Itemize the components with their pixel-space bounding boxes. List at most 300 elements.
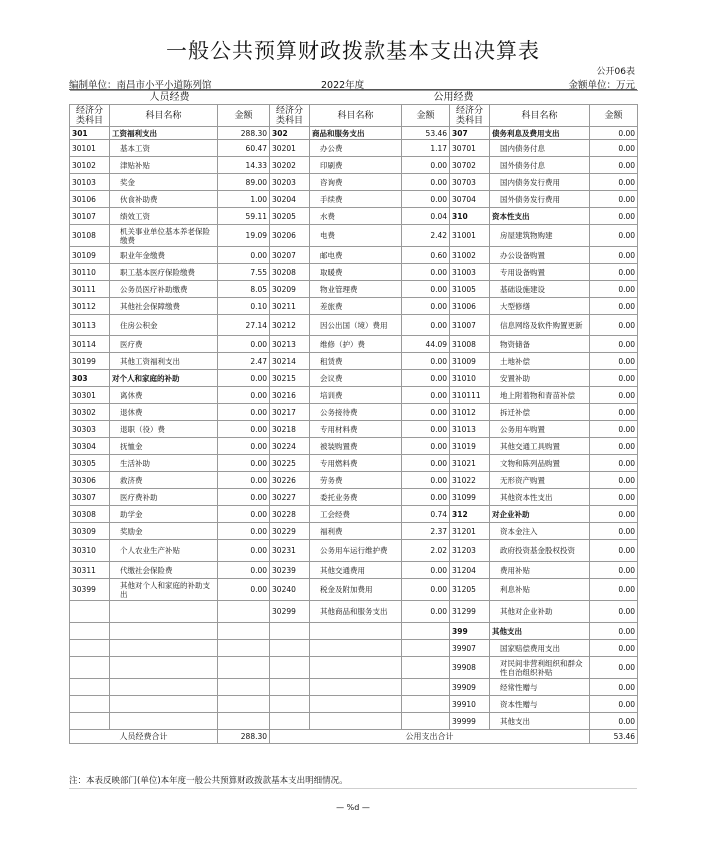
public-amount-cell: 0.04: [402, 208, 450, 225]
personnel-name-cell: 机关事业单位基本养老保险缴费: [110, 225, 218, 247]
public-name-cell: 公务接待费: [310, 404, 402, 421]
public-code-cell: 30228: [270, 506, 310, 523]
table-row: [70, 336, 638, 353]
public-name-cell: 其他交通费用: [310, 562, 402, 579]
personnel-name-cell: [110, 713, 218, 730]
public-name-cell: 商品和服务支出: [310, 127, 402, 140]
table-row: [70, 540, 638, 562]
public-amount-cell: 44.09: [402, 336, 450, 353]
personnel-code-cell: 30108: [70, 225, 110, 247]
public-total-label: 公用支出合计: [270, 730, 590, 744]
public2-amount-cell: 0.00: [590, 127, 638, 140]
table-row: [70, 281, 638, 298]
public2-amount-cell: 0.00: [590, 523, 638, 540]
personnel-amount-cell: 0.00: [218, 387, 270, 404]
public2-name-cell: 安置补助: [490, 370, 590, 387]
col-header-code: 经济分类科目: [270, 105, 310, 127]
personnel-name-cell: 津贴补贴: [110, 157, 218, 174]
public2-name-cell: 其他交通工具购置: [490, 438, 590, 455]
personnel-amount-cell: 0.00: [218, 336, 270, 353]
personnel-code-cell: 30307: [70, 489, 110, 506]
section-public: 公用经费: [270, 91, 638, 105]
public2-code-cell: 31203: [450, 540, 490, 562]
public-code-cell: 30227: [270, 489, 310, 506]
personnel-name-cell: 奖励金: [110, 523, 218, 540]
table-row: [70, 579, 638, 601]
table-row: [70, 264, 638, 281]
table-row: [70, 713, 638, 730]
personnel-name-cell: 公务员医疗补助缴费: [110, 281, 218, 298]
col-header-amount: 金额: [218, 105, 270, 127]
public-amount-cell: 0.00: [402, 264, 450, 281]
public-amount-cell: [402, 657, 450, 679]
public2-name-cell: 债务利息及费用支出: [490, 127, 590, 140]
public-name-cell: 福利费: [310, 523, 402, 540]
footer-rule: [69, 788, 637, 789]
personnel-code-cell: 30111: [70, 281, 110, 298]
public-code-cell: 30206: [270, 225, 310, 247]
public2-amount-cell: 0.00: [590, 157, 638, 174]
public2-name-cell: 费用补贴: [490, 562, 590, 579]
personnel-amount-cell: [218, 657, 270, 679]
col-header-amount: 金额: [590, 105, 638, 127]
public-name-cell: 劳务费: [310, 472, 402, 489]
public2-code-cell: 31201: [450, 523, 490, 540]
table-row: [70, 696, 638, 713]
public-name-cell: [310, 696, 402, 713]
personnel-amount-cell: 19.09: [218, 225, 270, 247]
personnel-name-cell: 基本工资: [110, 140, 218, 157]
personnel-code-cell: 30112: [70, 298, 110, 315]
personnel-amount-cell: [218, 601, 270, 623]
public2-name-cell: 信息网络及软件购置更新: [490, 315, 590, 336]
personnel-amount-cell: 0.00: [218, 472, 270, 489]
public2-amount-cell: 0.00: [590, 623, 638, 640]
public-name-cell: [310, 657, 402, 679]
personnel-name-cell: 抚恤金: [110, 438, 218, 455]
section-personnel: 人员经费: [70, 91, 270, 105]
public-name-cell: 差旅费: [310, 298, 402, 315]
personnel-amount-cell: 0.00: [218, 370, 270, 387]
public-code-cell: 30299: [270, 601, 310, 623]
personnel-name-cell: 其他对个人和家庭的补助支出: [110, 579, 218, 601]
personnel-code-cell: 30113: [70, 315, 110, 336]
public2-name-cell: 拆迁补偿: [490, 404, 590, 421]
personnel-amount-cell: [218, 696, 270, 713]
personnel-name-cell: 个人农业生产补贴: [110, 540, 218, 562]
personnel-name-cell: 其他社会保障缴费: [110, 298, 218, 315]
public2-code-cell: 31019: [450, 438, 490, 455]
public2-name-cell: 资本性赠与: [490, 696, 590, 713]
personnel-name-cell: [110, 696, 218, 713]
public2-name-cell: 国外债务发行费用: [490, 191, 590, 208]
table-row: [70, 315, 638, 336]
public2-name-cell: 地上附着物和青苗补偿: [490, 387, 590, 404]
col-header-name: 科目名称: [490, 105, 590, 127]
public-amount-cell: 0.00: [402, 281, 450, 298]
public2-amount-cell: 0.00: [590, 140, 638, 157]
personnel-code-cell: 30114: [70, 336, 110, 353]
public-amount-cell: 0.00: [402, 157, 450, 174]
table-row: [70, 601, 638, 623]
public2-amount-cell: 0.00: [590, 472, 638, 489]
public2-name-cell: 物资储备: [490, 336, 590, 353]
personnel-name-cell: 助学金: [110, 506, 218, 523]
public-name-cell: 办公费: [310, 140, 402, 157]
personnel-name-cell: [110, 679, 218, 696]
public-code-cell: 30218: [270, 421, 310, 438]
public2-amount-cell: 0.00: [590, 696, 638, 713]
public-name-cell: [310, 679, 402, 696]
public2-amount-cell: 0.00: [590, 404, 638, 421]
personnel-amount-cell: 8.05: [218, 281, 270, 298]
public2-amount-cell: 0.00: [590, 540, 638, 562]
col-header-name: 科目名称: [310, 105, 402, 127]
public2-name-cell: 对企业补助: [490, 506, 590, 523]
personnel-amount-cell: 0.00: [218, 438, 270, 455]
personnel-code-cell: 303: [70, 370, 110, 387]
public-code-cell: [270, 640, 310, 657]
public-amount-cell: [402, 623, 450, 640]
public2-amount-cell: 0.00: [590, 387, 638, 404]
public-name-cell: 专用材料费: [310, 421, 402, 438]
personnel-name-cell: 绩效工资: [110, 208, 218, 225]
public2-amount-cell: 0.00: [590, 455, 638, 472]
public2-code-cell: 30703: [450, 174, 490, 191]
public-amount-cell: 0.00: [402, 315, 450, 336]
public2-code-cell: 39907: [450, 640, 490, 657]
col-header-name: 科目名称: [110, 105, 218, 127]
public2-code-cell: 31299: [450, 601, 490, 623]
public-name-cell: 因公出国（境）费用: [310, 315, 402, 336]
public-name-cell: [310, 713, 402, 730]
public-amount-cell: 0.00: [402, 298, 450, 315]
public-name-cell: 培训费: [310, 387, 402, 404]
table-row: [70, 298, 638, 315]
public-code-cell: 302: [270, 127, 310, 140]
column-header-row: [70, 105, 638, 127]
personnel-code-cell: 30306: [70, 472, 110, 489]
public-amount-cell: 0.00: [402, 438, 450, 455]
table-row: [70, 438, 638, 455]
public2-amount-cell: 0.00: [590, 225, 638, 247]
public2-amount-cell: 0.00: [590, 489, 638, 506]
personnel-code-cell: 30304: [70, 438, 110, 455]
table-row: [70, 370, 638, 387]
public2-name-cell: 资本金注入: [490, 523, 590, 540]
personnel-code-cell: 30107: [70, 208, 110, 225]
personnel-code-cell: 30301: [70, 387, 110, 404]
personnel-amount-cell: [218, 713, 270, 730]
personnel-name-cell: 救济费: [110, 472, 218, 489]
table-row: [70, 506, 638, 523]
personnel-code-cell: [70, 640, 110, 657]
personnel-name-cell: 对个人和家庭的补助: [110, 370, 218, 387]
public-code-cell: 30214: [270, 353, 310, 370]
personnel-amount-cell: 0.00: [218, 506, 270, 523]
public2-name-cell: 其他对企业补助: [490, 601, 590, 623]
personnel-amount-cell: 288.30: [218, 127, 270, 140]
col-header-code: 经济分类科目: [70, 105, 110, 127]
personnel-amount-cell: 0.00: [218, 523, 270, 540]
personnel-amount-cell: 7.55: [218, 264, 270, 281]
personnel-code-cell: 30199: [70, 353, 110, 370]
public2-code-cell: 39910: [450, 696, 490, 713]
public2-amount-cell: 0.00: [590, 506, 638, 523]
public-code-cell: [270, 696, 310, 713]
public-code-cell: 30212: [270, 315, 310, 336]
public-code-cell: 30229: [270, 523, 310, 540]
public2-amount-cell: 0.00: [590, 657, 638, 679]
table-row: [70, 657, 638, 679]
footnote: 注：本表反映部门(单位)本年度一般公共预算财政拨款基本支出明细情况。: [69, 776, 348, 786]
page-number: — %d —: [336, 803, 370, 812]
personnel-amount-cell: 0.00: [218, 540, 270, 562]
public2-name-cell: 国内债务发行费用: [490, 174, 590, 191]
public2-code-cell: 31003: [450, 264, 490, 281]
report-title: 一般公共预算财政拨款基本支出决算表: [166, 39, 540, 63]
public-amount-cell: 0.74: [402, 506, 450, 523]
public-code-cell: [270, 657, 310, 679]
section-header-row: [70, 91, 638, 105]
personnel-code-cell: 30110: [70, 264, 110, 281]
public2-code-cell: 399: [450, 623, 490, 640]
public2-name-cell: 大型修缮: [490, 298, 590, 315]
public-amount-cell: 0.00: [402, 404, 450, 421]
personnel-name-cell: 生活补助: [110, 455, 218, 472]
table-row: [70, 421, 638, 438]
public2-code-cell: 312: [450, 506, 490, 523]
public-amount-cell: 0.00: [402, 472, 450, 489]
personnel-amount-cell: [218, 640, 270, 657]
public-code-cell: 30215: [270, 370, 310, 387]
public2-name-cell: 其他资本性支出: [490, 489, 590, 506]
public2-name-cell: 办公设备购置: [490, 247, 590, 264]
public2-amount-cell: 0.00: [590, 264, 638, 281]
public-amount-cell: 0.00: [402, 353, 450, 370]
table-row: [70, 455, 638, 472]
public-code-cell: 30203: [270, 174, 310, 191]
table-row: [70, 623, 638, 640]
public2-code-cell: 31005: [450, 281, 490, 298]
public2-amount-cell: 0.00: [590, 336, 638, 353]
form-number: 公开06表: [596, 67, 635, 77]
public-name-cell: 会议费: [310, 370, 402, 387]
public-code-cell: 30204: [270, 191, 310, 208]
public-code-cell: 30217: [270, 404, 310, 421]
public-code-cell: 30240: [270, 579, 310, 601]
public2-code-cell: 31002: [450, 247, 490, 264]
personnel-code-cell: 30103: [70, 174, 110, 191]
public2-code-cell: 31007: [450, 315, 490, 336]
public-code-cell: 30225: [270, 455, 310, 472]
totals-row: [70, 730, 638, 744]
personnel-amount-cell: [218, 623, 270, 640]
public2-amount-cell: 0.00: [590, 353, 638, 370]
personnel-amount-cell: 14.33: [218, 157, 270, 174]
personnel-code-cell: 30102: [70, 157, 110, 174]
public2-name-cell: 经常性赠与: [490, 679, 590, 696]
public2-amount-cell: 0.00: [590, 281, 638, 298]
public-name-cell: 维修（护）费: [310, 336, 402, 353]
public-amount-cell: [402, 640, 450, 657]
personnel-total-amount: 288.30: [218, 730, 270, 744]
public-name-cell: 租赁费: [310, 353, 402, 370]
personnel-name-cell: 离休费: [110, 387, 218, 404]
public2-amount-cell: 0.00: [590, 713, 638, 730]
personnel-name-cell: 其他工资福利支出: [110, 353, 218, 370]
personnel-code-cell: [70, 696, 110, 713]
personnel-name-cell: 奖金: [110, 174, 218, 191]
personnel-code-cell: 30109: [70, 247, 110, 264]
public2-code-cell: 310: [450, 208, 490, 225]
public-amount-cell: 1.17: [402, 140, 450, 157]
public-name-cell: 水费: [310, 208, 402, 225]
public2-amount-cell: 0.00: [590, 208, 638, 225]
personnel-code-cell: 301: [70, 127, 110, 140]
personnel-code-cell: 30101: [70, 140, 110, 157]
public2-code-cell: 30702: [450, 157, 490, 174]
personnel-name-cell: [110, 623, 218, 640]
table-row: [70, 404, 638, 421]
public2-code-cell: 39909: [450, 679, 490, 696]
public-name-cell: [310, 640, 402, 657]
public-amount-cell: 0.00: [402, 174, 450, 191]
public2-amount-cell: 0.00: [590, 370, 638, 387]
public-name-cell: 被装购置费: [310, 438, 402, 455]
public2-amount-cell: 0.00: [590, 174, 638, 191]
table-row: [70, 127, 638, 140]
personnel-name-cell: 职业年金缴费: [110, 247, 218, 264]
table-row: [70, 225, 638, 247]
personnel-name-cell: 医疗费: [110, 336, 218, 353]
public-amount-cell: [402, 679, 450, 696]
public2-code-cell: 31205: [450, 579, 490, 601]
public2-name-cell: 无形资产购置: [490, 472, 590, 489]
public-name-cell: [310, 623, 402, 640]
public-name-cell: 专用燃料费: [310, 455, 402, 472]
personnel-amount-cell: 0.00: [218, 421, 270, 438]
public2-amount-cell: 0.00: [590, 191, 638, 208]
public2-code-cell: 39999: [450, 713, 490, 730]
personnel-code-cell: [70, 657, 110, 679]
personnel-amount-cell: 0.00: [218, 404, 270, 421]
personnel-code-cell: 30106: [70, 191, 110, 208]
table-row: [70, 191, 638, 208]
public-code-cell: 30216: [270, 387, 310, 404]
public-amount-cell: 0.00: [402, 562, 450, 579]
personnel-code-cell: 30310: [70, 540, 110, 562]
public2-amount-cell: 0.00: [590, 679, 638, 696]
public-amount-cell: 0.60: [402, 247, 450, 264]
public-amount-cell: 0.00: [402, 191, 450, 208]
table-row: [70, 208, 638, 225]
public2-amount-cell: 0.00: [590, 601, 638, 623]
public2-code-cell: 31022: [450, 472, 490, 489]
fiscal-year: 2022年度: [321, 80, 365, 91]
public-name-cell: 咨询费: [310, 174, 402, 191]
personnel-code-cell: 30305: [70, 455, 110, 472]
public2-code-cell: 31021: [450, 455, 490, 472]
public-name-cell: 邮电费: [310, 247, 402, 264]
public2-name-cell: 对民间非营利组织和群众性自治组织补贴: [490, 657, 590, 679]
personnel-amount-cell: 60.47: [218, 140, 270, 157]
public2-code-cell: 31008: [450, 336, 490, 353]
public-code-cell: 30226: [270, 472, 310, 489]
public-code-cell: [270, 679, 310, 696]
public2-code-cell: 31010: [450, 370, 490, 387]
personnel-code-cell: 30308: [70, 506, 110, 523]
personnel-amount-cell: 59.11: [218, 208, 270, 225]
public-amount-cell: 0.00: [402, 489, 450, 506]
personnel-code-cell: 30302: [70, 404, 110, 421]
public-code-cell: [270, 623, 310, 640]
public-name-cell: 公务用车运行维护费: [310, 540, 402, 562]
personnel-code-cell: [70, 713, 110, 730]
public-code-cell: 30208: [270, 264, 310, 281]
public2-name-cell: 国家赔偿费用支出: [490, 640, 590, 657]
public2-code-cell: 31013: [450, 421, 490, 438]
personnel-amount-cell: 0.00: [218, 247, 270, 264]
public2-code-cell: 31009: [450, 353, 490, 370]
personnel-code-cell: 30399: [70, 579, 110, 601]
personnel-code-cell: 30311: [70, 562, 110, 579]
public2-code-cell: 307: [450, 127, 490, 140]
public-name-cell: 工会经费: [310, 506, 402, 523]
public2-name-cell: 政府投资基金股权投资: [490, 540, 590, 562]
public2-name-cell: 公务用车购置: [490, 421, 590, 438]
public-amount-cell: 2.02: [402, 540, 450, 562]
public-amount-cell: 0.00: [402, 421, 450, 438]
table-row: [70, 640, 638, 657]
public-amount-cell: 0.00: [402, 455, 450, 472]
table-row: [70, 523, 638, 540]
expenditure-table: [69, 90, 638, 744]
personnel-amount-cell: 89.00: [218, 174, 270, 191]
table-row: [70, 387, 638, 404]
public2-name-cell: 其他支出: [490, 713, 590, 730]
personnel-amount-cell: 27.14: [218, 315, 270, 336]
public2-amount-cell: 0.00: [590, 247, 638, 264]
public-code-cell: 30209: [270, 281, 310, 298]
table-row: [70, 174, 638, 191]
public-amount-cell: 0.00: [402, 579, 450, 601]
public2-code-cell: 30701: [450, 140, 490, 157]
public2-code-cell: 30704: [450, 191, 490, 208]
public-code-cell: 30205: [270, 208, 310, 225]
public2-code-cell: 31012: [450, 404, 490, 421]
public-code-cell: 30231: [270, 540, 310, 562]
public2-name-cell: 土地补偿: [490, 353, 590, 370]
public2-name-cell: 国外债务付息: [490, 157, 590, 174]
public-amount-cell: 2.37: [402, 523, 450, 540]
personnel-total-label: 人员经费合计: [70, 730, 218, 744]
public2-amount-cell: 0.00: [590, 579, 638, 601]
personnel-name-cell: 医疗费补助: [110, 489, 218, 506]
public2-amount-cell: 0.00: [590, 640, 638, 657]
public2-code-cell: 31099: [450, 489, 490, 506]
compiling-unit: 编制单位：南昌市小平小道陈列馆: [69, 80, 212, 91]
public2-name-cell: 利息补贴: [490, 579, 590, 601]
public-total-amount: 53.46: [590, 730, 638, 744]
col-header-amount: 金额: [402, 105, 450, 127]
personnel-amount-cell: 1.00: [218, 191, 270, 208]
personnel-amount-cell: 0.00: [218, 562, 270, 579]
personnel-name-cell: [110, 657, 218, 679]
personnel-name-cell: 伙食补助费: [110, 191, 218, 208]
personnel-amount-cell: 2.47: [218, 353, 270, 370]
public2-code-cell: 31204: [450, 562, 490, 579]
